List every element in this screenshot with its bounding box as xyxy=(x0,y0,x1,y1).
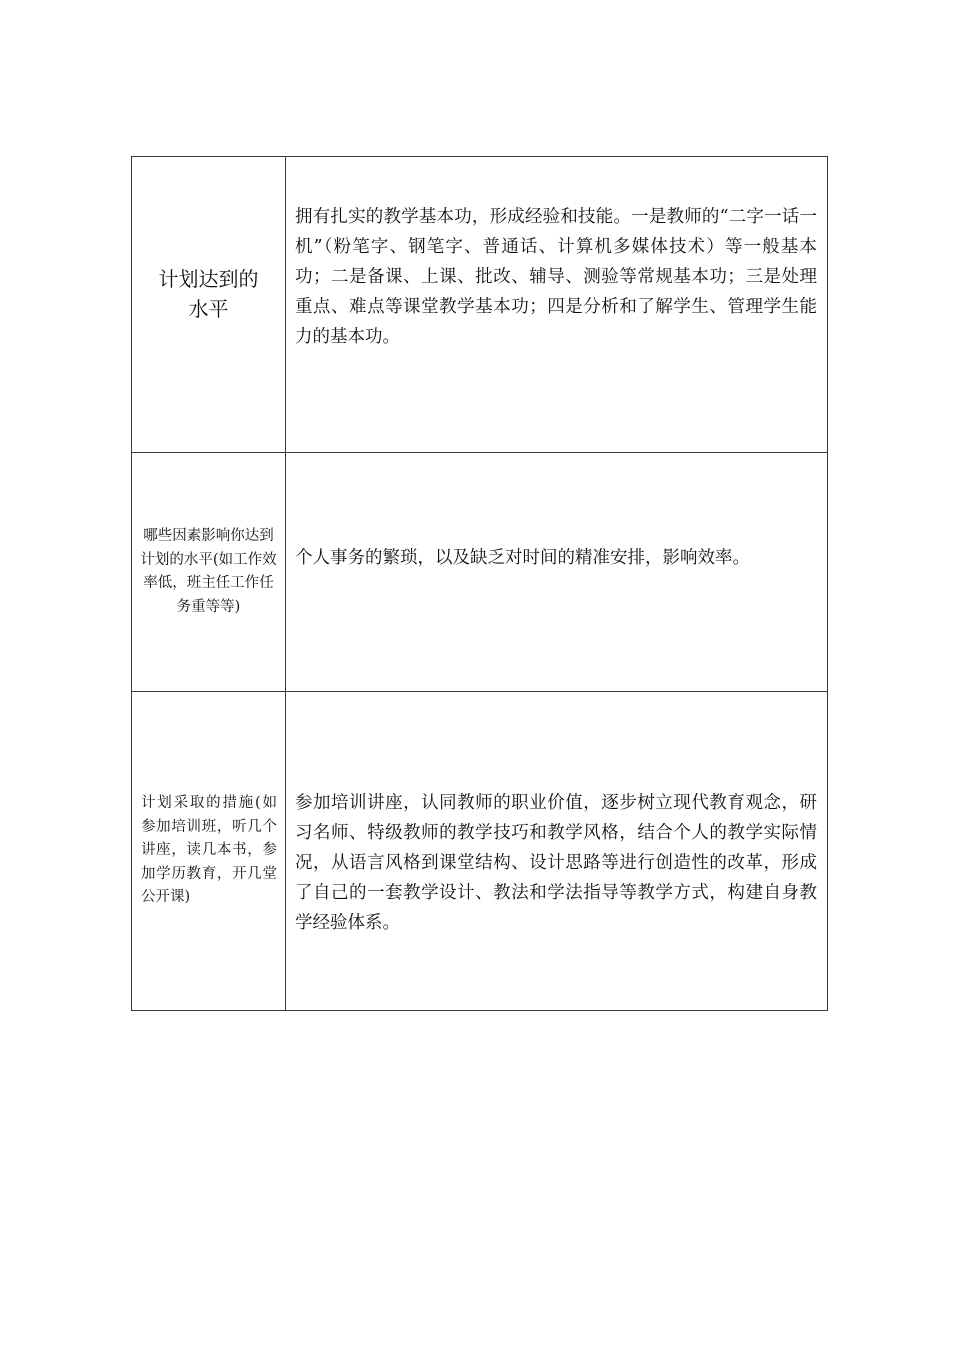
table-row xyxy=(132,157,828,453)
content-cell-influencing-factors xyxy=(286,453,828,692)
row-content: 参加培训讲座，认同教师的职业价值，逐步树立现代教育观念，研习名师、特级教师的教学技巧和教学风格，结合个人的教学实际情况，从语言风格到课堂结构、设计思路等进行创造性的改革，形成了自己的一套教学设计、教法和学法指导等教学方式，构建自身教学经验体系。 xyxy=(295,793,817,933)
label-cell-target-level xyxy=(132,157,286,453)
table-row xyxy=(132,692,828,1011)
content-cell-target-level xyxy=(286,157,828,453)
table-row xyxy=(132,453,828,692)
row-content: 拥有扎实的教学基本功，形成经验和技能。一是教师的“二字一话一机”（粉笔字、钢笔字、普通话、计算机多媒体技术）等一般基本功；二是备课、上课、批改、辅导、测验等常规基本功；三是处理重点、难点等课堂教学基本功；四是分析和了解学生、管理学生能力的基本功。 xyxy=(295,206,817,347)
row-label: 计划采取的措施(如参加培训班，听几个讲座，读几本书，参加学历教育，开几堂公开课) xyxy=(141,795,277,906)
plan-table xyxy=(131,156,828,1011)
label-cell-planned-measures xyxy=(132,692,286,1011)
label-cell-influencing-factors xyxy=(132,453,286,692)
row-label: 哪些因素影响你达到计划的水平(如工作效率低，班主任工作任务重等等) xyxy=(140,528,277,615)
row-content: 个人事务的繁琐，以及缺乏对时间的精准安排，影响效率。 xyxy=(295,548,750,568)
content-cell-planned-measures xyxy=(286,692,828,1011)
row-label: 计划达到的水平 xyxy=(158,266,259,321)
